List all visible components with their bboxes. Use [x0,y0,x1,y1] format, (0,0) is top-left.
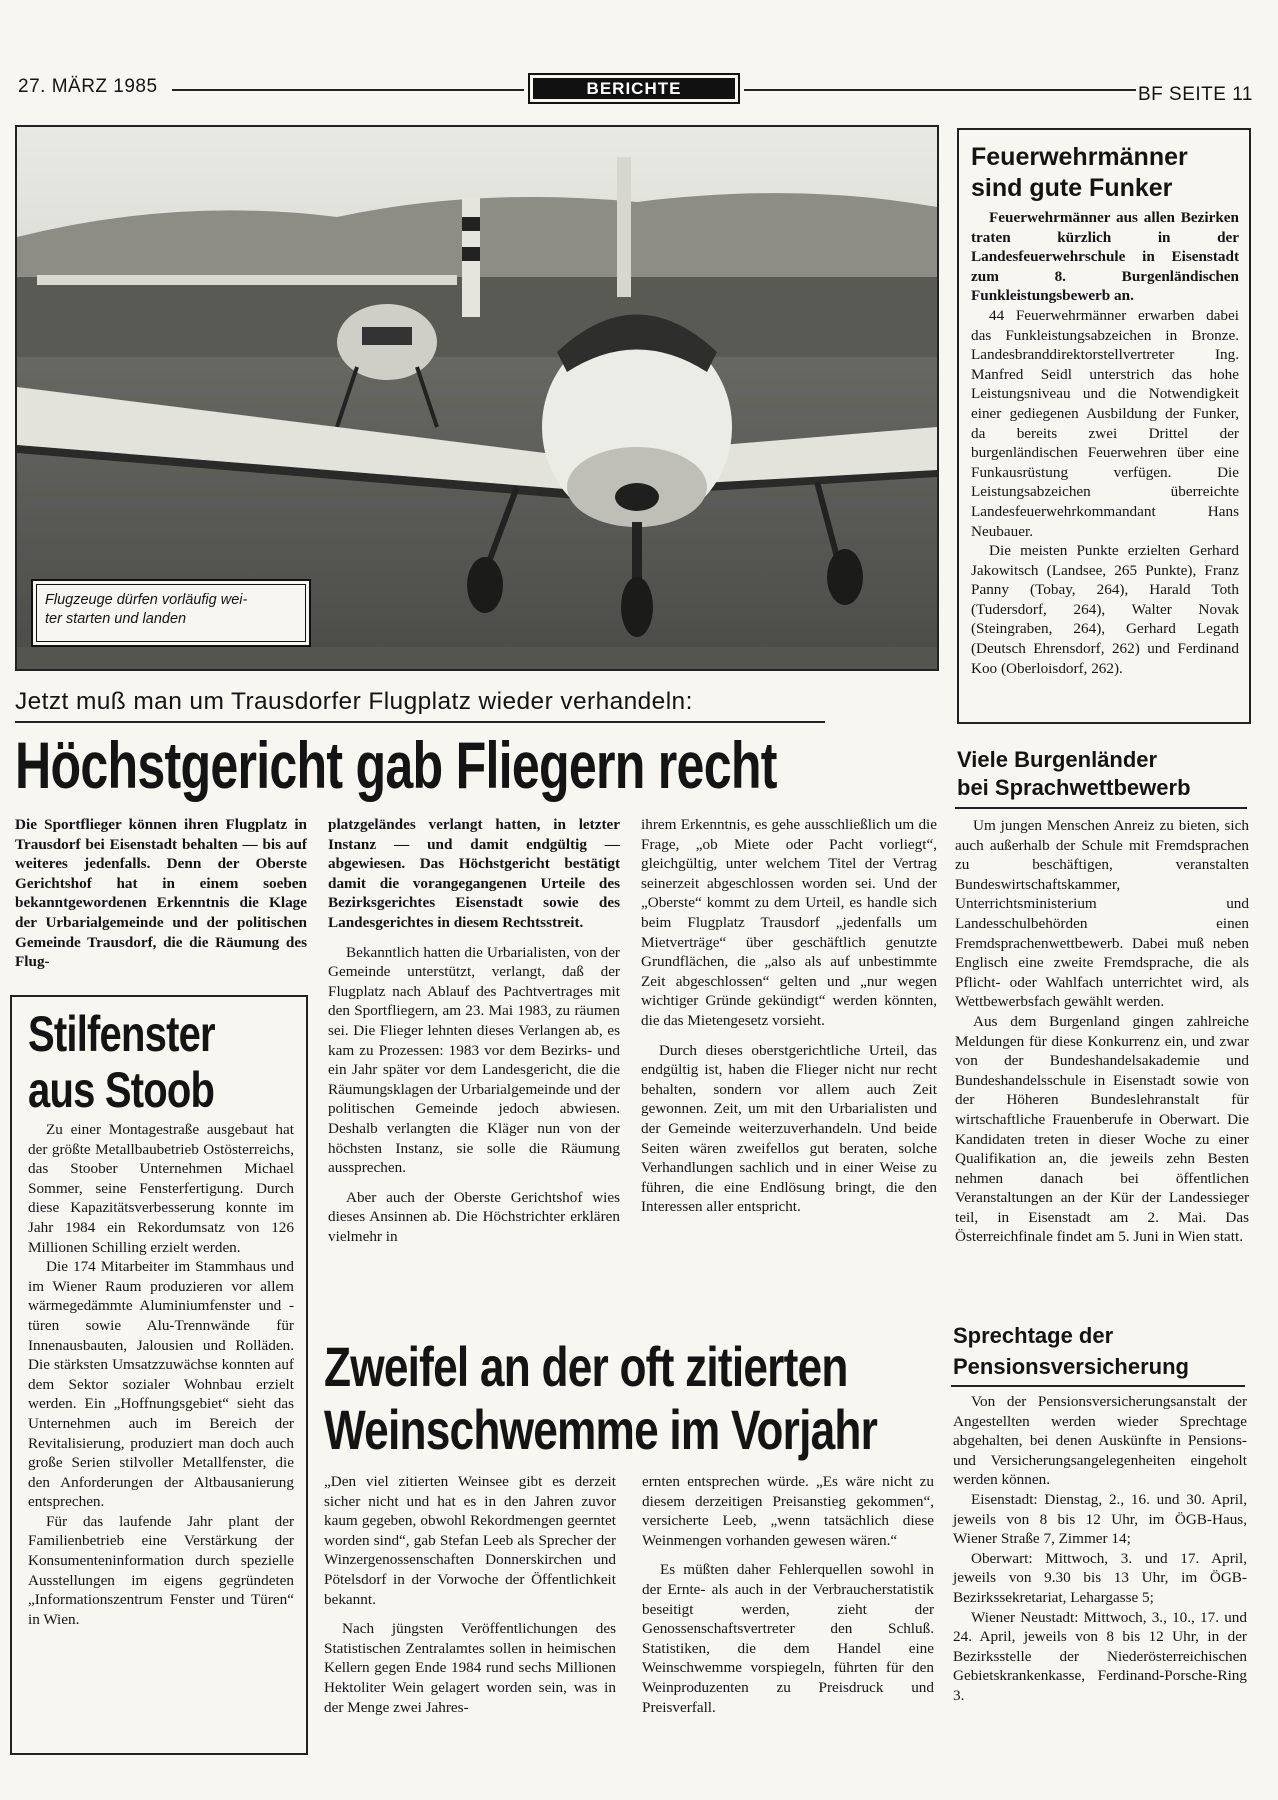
main-col3 [641,815,937,1217]
main-col2-p2: Aber auch der Oberste Gerichtshof wies dieses Ansinnen ab. Die Höchstrichter erklären vielmehr in [328,1188,620,1245]
feuerwehr-body [971,208,1239,678]
feuerwehr-headline [971,142,1188,204]
wein-headline-1: Zweifel an der oft zitierten [324,1335,848,1398]
sprach-p1: Um jungen Menschen Anreiz zu bieten, sich auch außerhalb der Schule mit Fremdsprachen zu beschäftigen, veranstalten Bundeswirtschaftskammer, Unterrichtsministerium und Landesschulbehörden einen Fremdsprachenwettbewerb. Dabei muß neben Englisch eine zweite Fremdsprache, die als Pflicht- oder Wahlfach unterrichtet wird, als Wettbewerbsfach gewählt werden. [955,817,1249,1011]
sprach-headline [957,746,1191,802]
page-number: BF SEITE 11 [1138,84,1253,105]
main-col2-p1: Bekanntlich hatten die Urbarialisten, von der Gemeinde unterstützt, verlangt, daß der Flugplatz nach Ablauf des Pachtvertrages mit den Sportfliegern, am 23. Mai 1983, zu räumen sei. Die Flieger lehnten dieses Verlangen ab, es kam zu Prozessen: 1983 vor dem Bezirks- und ein Jahr später vor dem Landesgericht, die die Räumungsklagen der Urbarialgemeinde und der politischen Gemeinde jedoch abwiesen. Deshalb verlangten die Kläger nun von der höchsten Instanz, sie solle die Räumung aussprechen. [328,943,620,1177]
wein-col1 [324,1472,616,1717]
main-col1-lead [15,815,307,972]
wein-headline-2: Weinschwemme im Vorjahr [324,1398,878,1461]
main-col1-lead-text: Die Sportflieger können ihren Flugplatz in Trausdorf bei Eisenstadt behalten — bis auf weiteres jedenfalls. Denn der Oberste Gerichtshof hat in einem soeben bekanntgewordenen Erkenntnis die Klage der Urbarialgemeinde und der politischen Gemeinde Trausdorf, die die Räumung des Flug- [15,816,307,971]
photo-caption [31,579,311,647]
feuerwehr-headline-1: Feuerwehrmänner [971,143,1188,171]
section-label: BERICHTE [533,78,735,99]
stoob-headline-2: aus Stoob [28,1062,215,1118]
pension-headline-2: Pensionsversicherung [953,1354,1189,1379]
feuerwehr-lead: Feuerwehrmänner aus allen Bezirken traten kürzlich in der Landesfeuerwehrschule in Eisenstadt zum 8. Burgenländischen Funkleistungsbewerb an. [971,209,1239,305]
section-label-box [528,73,740,104]
main-headline: Höchstgericht gab Fliegern recht [15,728,777,802]
sprach-underline [955,807,1247,809]
sprach-body [955,816,1249,1247]
sprach-p2: Aus dem Burgenland gingen zahlreiche Meldungen für diese Konkurrenz ein, und zwar von der Bundeshandelsakademie und Bundeshandelsschule in Eisenstadt sowie von der Höheren Bundeslehranstalt für wirtschaftliche Frauenberufe in Oberwart. Die Kandidaten treten in dieser Woche zu einer Qualifikation an, die jeweils zehn Besten nehmen danach bei öffentlichen Veranstaltungen an der Kür der Landessieger teil, in Eisenstadt am 2. Mai. Das Österreichfinale findet am 5. Juni in Wien statt. [955,1012,1249,1246]
wein-col2-p1: ernten entsprechen würde. „Es wäre nicht zu diesem derzeitigen Preisanstieg gekommen“, versicherte Leeb, „wenn tatsächlich diese Weinmengen vorhanden gewesen wären.“ [642,1473,934,1549]
photo-airplanes [15,125,939,671]
main-col3-p1: ihrem Erkenntnis, es gehe ausschließlich um die Frage, „ob Miete oder Pacht vorliegt“, gleichgültig, unter welchem Titel der Vertrag seinerzeit abgeschlossen worden sei. Und der „Oberste“ kommt zu dem Urteil, es handle sich beim Flugplatz Trausdorf „jedenfalls um Mietverträge“ über geschäftlich genutzte Grundflächen, die „also als auf unbestimmte Zeit abgeschlossen“ gelten und „nur wegen wichtiger Gründe gekündigt“ werden könnten, die das Mietengesetz vorsieht. [641,816,937,1029]
pension-p4: Wiener Neustadt: Mittwoch, 3., 10., 17. und 24. April, jeweils von 8 bis 12 Uhr, in der Bezirksstelle der Niederösterreichischen Gebietskrankenkasse, Ferdinand-Porsche-Ring 3. [953,1608,1247,1704]
feuerwehr-p2: Die meisten Punkte erzielten Gerhard Jakowitsch (Landsee, 265 Punkte), Franz Panny (Tobay, 264), Harald Toth (Tudersdorf, 264), Walter Novak (Steingraben, 264), Gerhard Legath (Deutsch Ehrensdorf, 262) und Ferdinand Koo (Oberloisdorf, 262). [971,542,1239,677]
stoob-p3: Für das laufende Jahr plant der Familienbetrieb eine Verstärkung der Konsumenteninformation durch spezielle Ausstellungen im eigens gegründeten „Informationszentrum Fenster und Türen“ in Wien. [28,1512,294,1628]
stoob-p1: Zu einer Montagestraße ausgebaut hat der größte Metallbaubetrieb Ostösterreichs, das Stoober Unternehmen Michael Sommer, seine Fensterfertigung. Durch diese Kapazitätsverbesserung konnte im Jahr 1984 ein Rekordumsatz von 126 Millionen Schilling erzielt werden. [28,1121,294,1256]
header-rule-left [172,89,524,91]
pension-p1: Von der Pensionsversicherungsanstalt der Angestellten werden wieder Sprechtage abgehalten, bei denen Auskünfte in Pensions- und Versicherungsangelegenheiten eingeholt werden können. [953,1393,1247,1489]
wein-col1-p1: „Den viel zitierten Weinsee gibt es derzeit sicher nicht und hat es in den Jahren zuvor kaum gegeben, obwohl Rekordmengen geerntet worden sind“, gab Stefan Leeb als Sprecher der Winzergenossenschaften Donnerskirchen und Pötelsdorf in der Vorwoche der Öffentlichkeit bekannt. [324,1473,616,1608]
pension-body [953,1392,1247,1706]
kicker-underline [15,721,825,723]
wein-col2 [642,1472,934,1717]
feuerwehr-headline-2: sind gute Funker [971,174,1173,202]
main-col2-lead-text: platzgeländes verlangt hatten, in letzter Instanz — und damit endgültig — abgewiesen. Das Höchstgericht bestätigt damit die vorangegangenen Urteile des Bezirksgerichtes Eisenstadt sowie des Landesgerichtes in diesem Rechtsstreit. [328,816,620,931]
pension-p2: Eisenstadt: Dienstag, 2., 16. und 30. April, jeweils von 8 bis 12 Uhr, im ÖGB-Haus, Wiener Straße 7, Zimmer 14; [953,1490,1247,1548]
pension-p3: Oberwart: Mittwoch, 3. und 17. April, jeweils von 9.30 bis 13 Uhr, im ÖGB-Bezirkssekretariat, Lehargasse 5; [953,1549,1247,1606]
feuerwehr-p1: 44 Feuerwehrmänner erwarben dabei das Funkleistungsabzeichen in Bronze. Landesbranddirektorstellvertreter Ing. Manfred Seidl unterstrich das hohe Leistungsniveau und die Notwendigkeit einer gediegenen Ausbildung der Funker, da bereits zwei Drittel der burgenländischen Feuerwehren über eine Funkausrüstung verfügen. Die Leistungsabzeichen überreichte Landesfeuerwehrkommandant Hans Neubauer. [971,306,1239,540]
photo-caption-line1: Flugzeuge dürfen vorläufig wei- [45,592,248,608]
issue-date: 27. MÄRZ 1985 [18,76,158,97]
sprach-headline-1: Viele Burgenländer [957,747,1158,772]
pension-headline-1: Sprechtage der [953,1323,1114,1348]
header-rule-right [744,89,1136,91]
wein-col1-p2: Nach jüngsten Veröffentlichungen des Statistischen Zentralamtes sollen in heimischen Kellern gegen Ende 1984 rund sechs Millionen Hektoliter Wein gelagert worden sein, was in der Menge zwei Jahres- [324,1620,616,1716]
stoob-body [28,1120,294,1629]
stoob-headline-1: Stilfenster [28,1006,215,1062]
main-col3-p2: Durch dieses oberstgerichtliche Urteil, das endgültig ist, haben die Flieger nicht nur recht behalten, sondern vor allem auch Zeit gewonnen. Zeit, um mit den Urbarialisten und der Gemeinde weiterzuverhandeln. Und beide Seiten wären zweifellos gut beraten, solche Verhandlungen sachlich und in einer Weise zu führen, die eine Endlösung bringt, die den Interessen aller entspricht. [641,1041,937,1216]
pension-headline [953,1320,1189,1382]
main-kicker: Jetzt muß man um Trausdorfer Flugplatz wieder verhandeln: [15,688,693,715]
main-col2 [328,815,620,1246]
stoob-p2: Die 174 Mitarbeiter im Stammhaus und im Wiener Raum produzieren vor allem wärmegedämmte Aluminiumfenster und -türen sowie Alu-Trennwände für Innenausbauten, Jalousien und Rolläden. Die stärksten Umsatzzuwächse konnten auf dem Sektor sozialer Wohnbau erzielt werden. Ein „Hoffnungsgebiet“ sieht das Unternehmen auch im Bereich der Revitalisierung, produziert man doch auch große Serien stilvoller Metallfenster, die den Anforderungen der Altbausanierung entsprechen. [28,1258,294,1511]
wein-col2-p2: Es müßten daher Fehlerquellen sowohl in der Ernte- als auch in der Verbraucherstatistik beseitigt werden, zieht der Genossenschaftsvertreter den Schluß. Statistiken, die dem Handel eine Weinschwemme vorspiegeln, führten für den Weinproduzenten zu Preisdruck und Preisverfall. [642,1561,934,1716]
pension-underline [951,1385,1245,1387]
sprach-headline-2: bei Sprachwettbewerb [957,775,1191,800]
photo-caption-line2: ter starten und landen [45,611,187,627]
